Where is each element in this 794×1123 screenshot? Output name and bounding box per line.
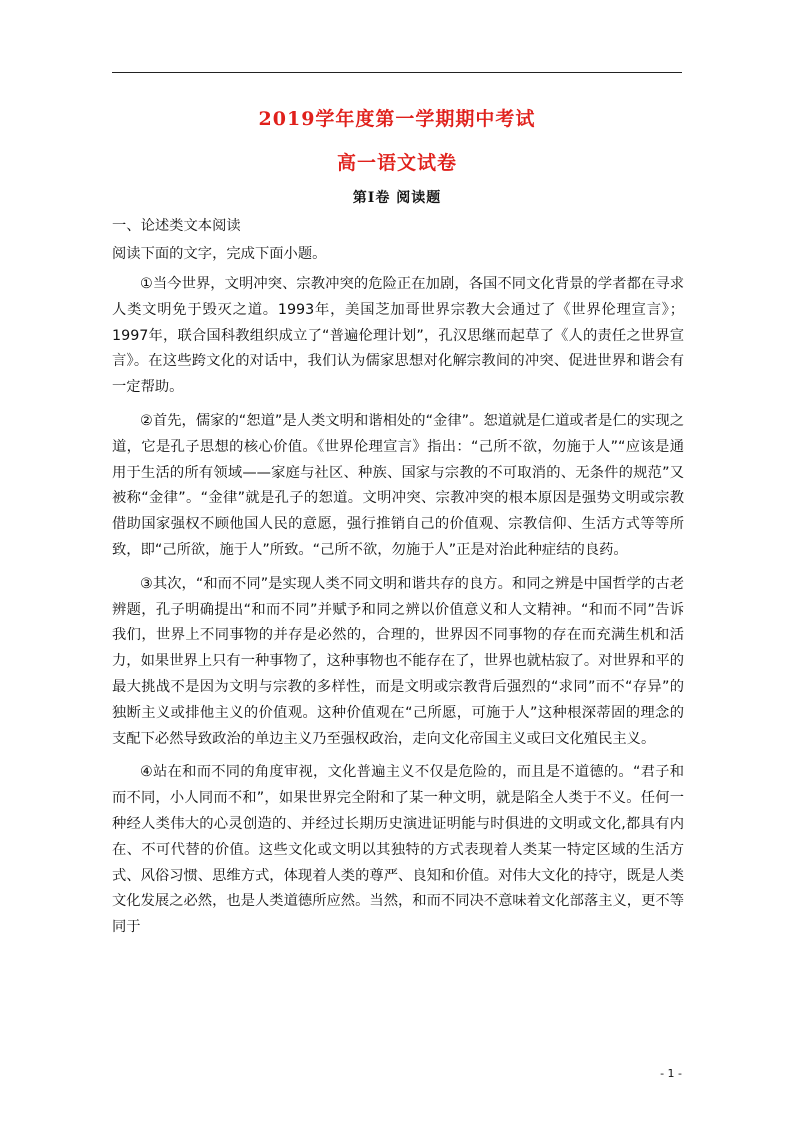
reading-instruction: 阅读下面的文字，完成下面小题。: [112, 246, 327, 262]
document-body: [112, 216, 684, 949]
section-heading: 一、论述类文本阅读: [112, 218, 241, 234]
exam-title: 2019学年度第一学期期中考试: [258, 108, 536, 130]
header-rule: [112, 72, 682, 73]
paragraph-2: ②首先，儒家的“恕道”是人类文明和谐相处的“金律”。恕道就是仁道或者是仁的实现之道，它是孔子思想的核心价值。《世界伦理宣言》指出：“己所不欲，勿施于人”“应该是通用于生活的所有领域——家庭与社区、种族、国家与宗教的不可取消的、无条件的规范”又被称“金律”。“金律”就是孔子的恕道。文明冲突、宗教冲突的根本原因是强势文明或宗教借助国家强权不顾他国人民的意愿，强行推销自己的价值观、宗教信仰、生活方式等等所致，即“己所欲，施于人”所致。“己所不欲，勿施于人”正是对治此种症结的良药。: [112, 412, 684, 558]
paragraph-4: ④站在和而不同的角度审视，文化普遍主义不仅是危险的，而且是不道德的。“君子和而不同，小人同而不和”，如果世界完全附和了某一种文明，就是陷全人类于不义。任何一种经人类伟大的心灵创造的、并经过长期历史演进证明能与时俱进的文明或文化,都具有内在、不可代替的价值。这些文化或文明以其独特的方式表现着人类某一特定区域的生活方式、风俗习惯、思维方式，体现着人类的尊严、良知和价值。对伟大文化的持守，既是人类文化发展之必然，也是人类道德所应然。当然，和而不同决不意味着文化部落主义，更不等同于: [112, 764, 684, 936]
volume-title: 第Ⅰ卷 阅读题: [352, 190, 442, 206]
paragraph-3: ③其次，“和而不同”是实现人类不同文明和谐共存的良方。和同之辨是中国哲学的古老辨题，孔子明确提出“和而不同”并赋予和同之辨以价值意义和人文精神。“和而不同”告诉我们，世界上不同事物的并存是必然的，合理的，世界因不同事物的存在而充满生机和活力，如果世界上只有一种事物了，这种事物也不能存在了，世界也就枯寂了。对世界和平的最大挑战不是因为文明与宗教的多样性，而是文明或宗教背后强烈的“求同”而不“存异”的独断主义或排他主义的价值观。这种价值观在“己所愿，可施于人”这种根深蒂固的理念的支配下必然导致政治的单边主义乃至强权政治，走向文化帝国主义或曰文化殖民主义。: [112, 575, 684, 747]
paragraph-1: ①当今世界，文明冲突、宗教冲突的危险正在加剧，各国不同文化背景的学者都在寻求人类文明免于毁灭之道。1993年，美国芝加哥世界宗教大会通过了《世界伦理宣言》；1997年，联合国科教组织成立了“普遍伦理计划”，孔汉思继而起草了《人的责任之世界宣言》。在这些跨文化的对话中，我们认为儒家思想对化解宗教间的冲突、促进世界和谐会有一定帮助。: [112, 276, 684, 396]
page-number: - 1 -: [660, 1067, 682, 1080]
paper-title: 高一语文试卷: [336, 152, 457, 174]
